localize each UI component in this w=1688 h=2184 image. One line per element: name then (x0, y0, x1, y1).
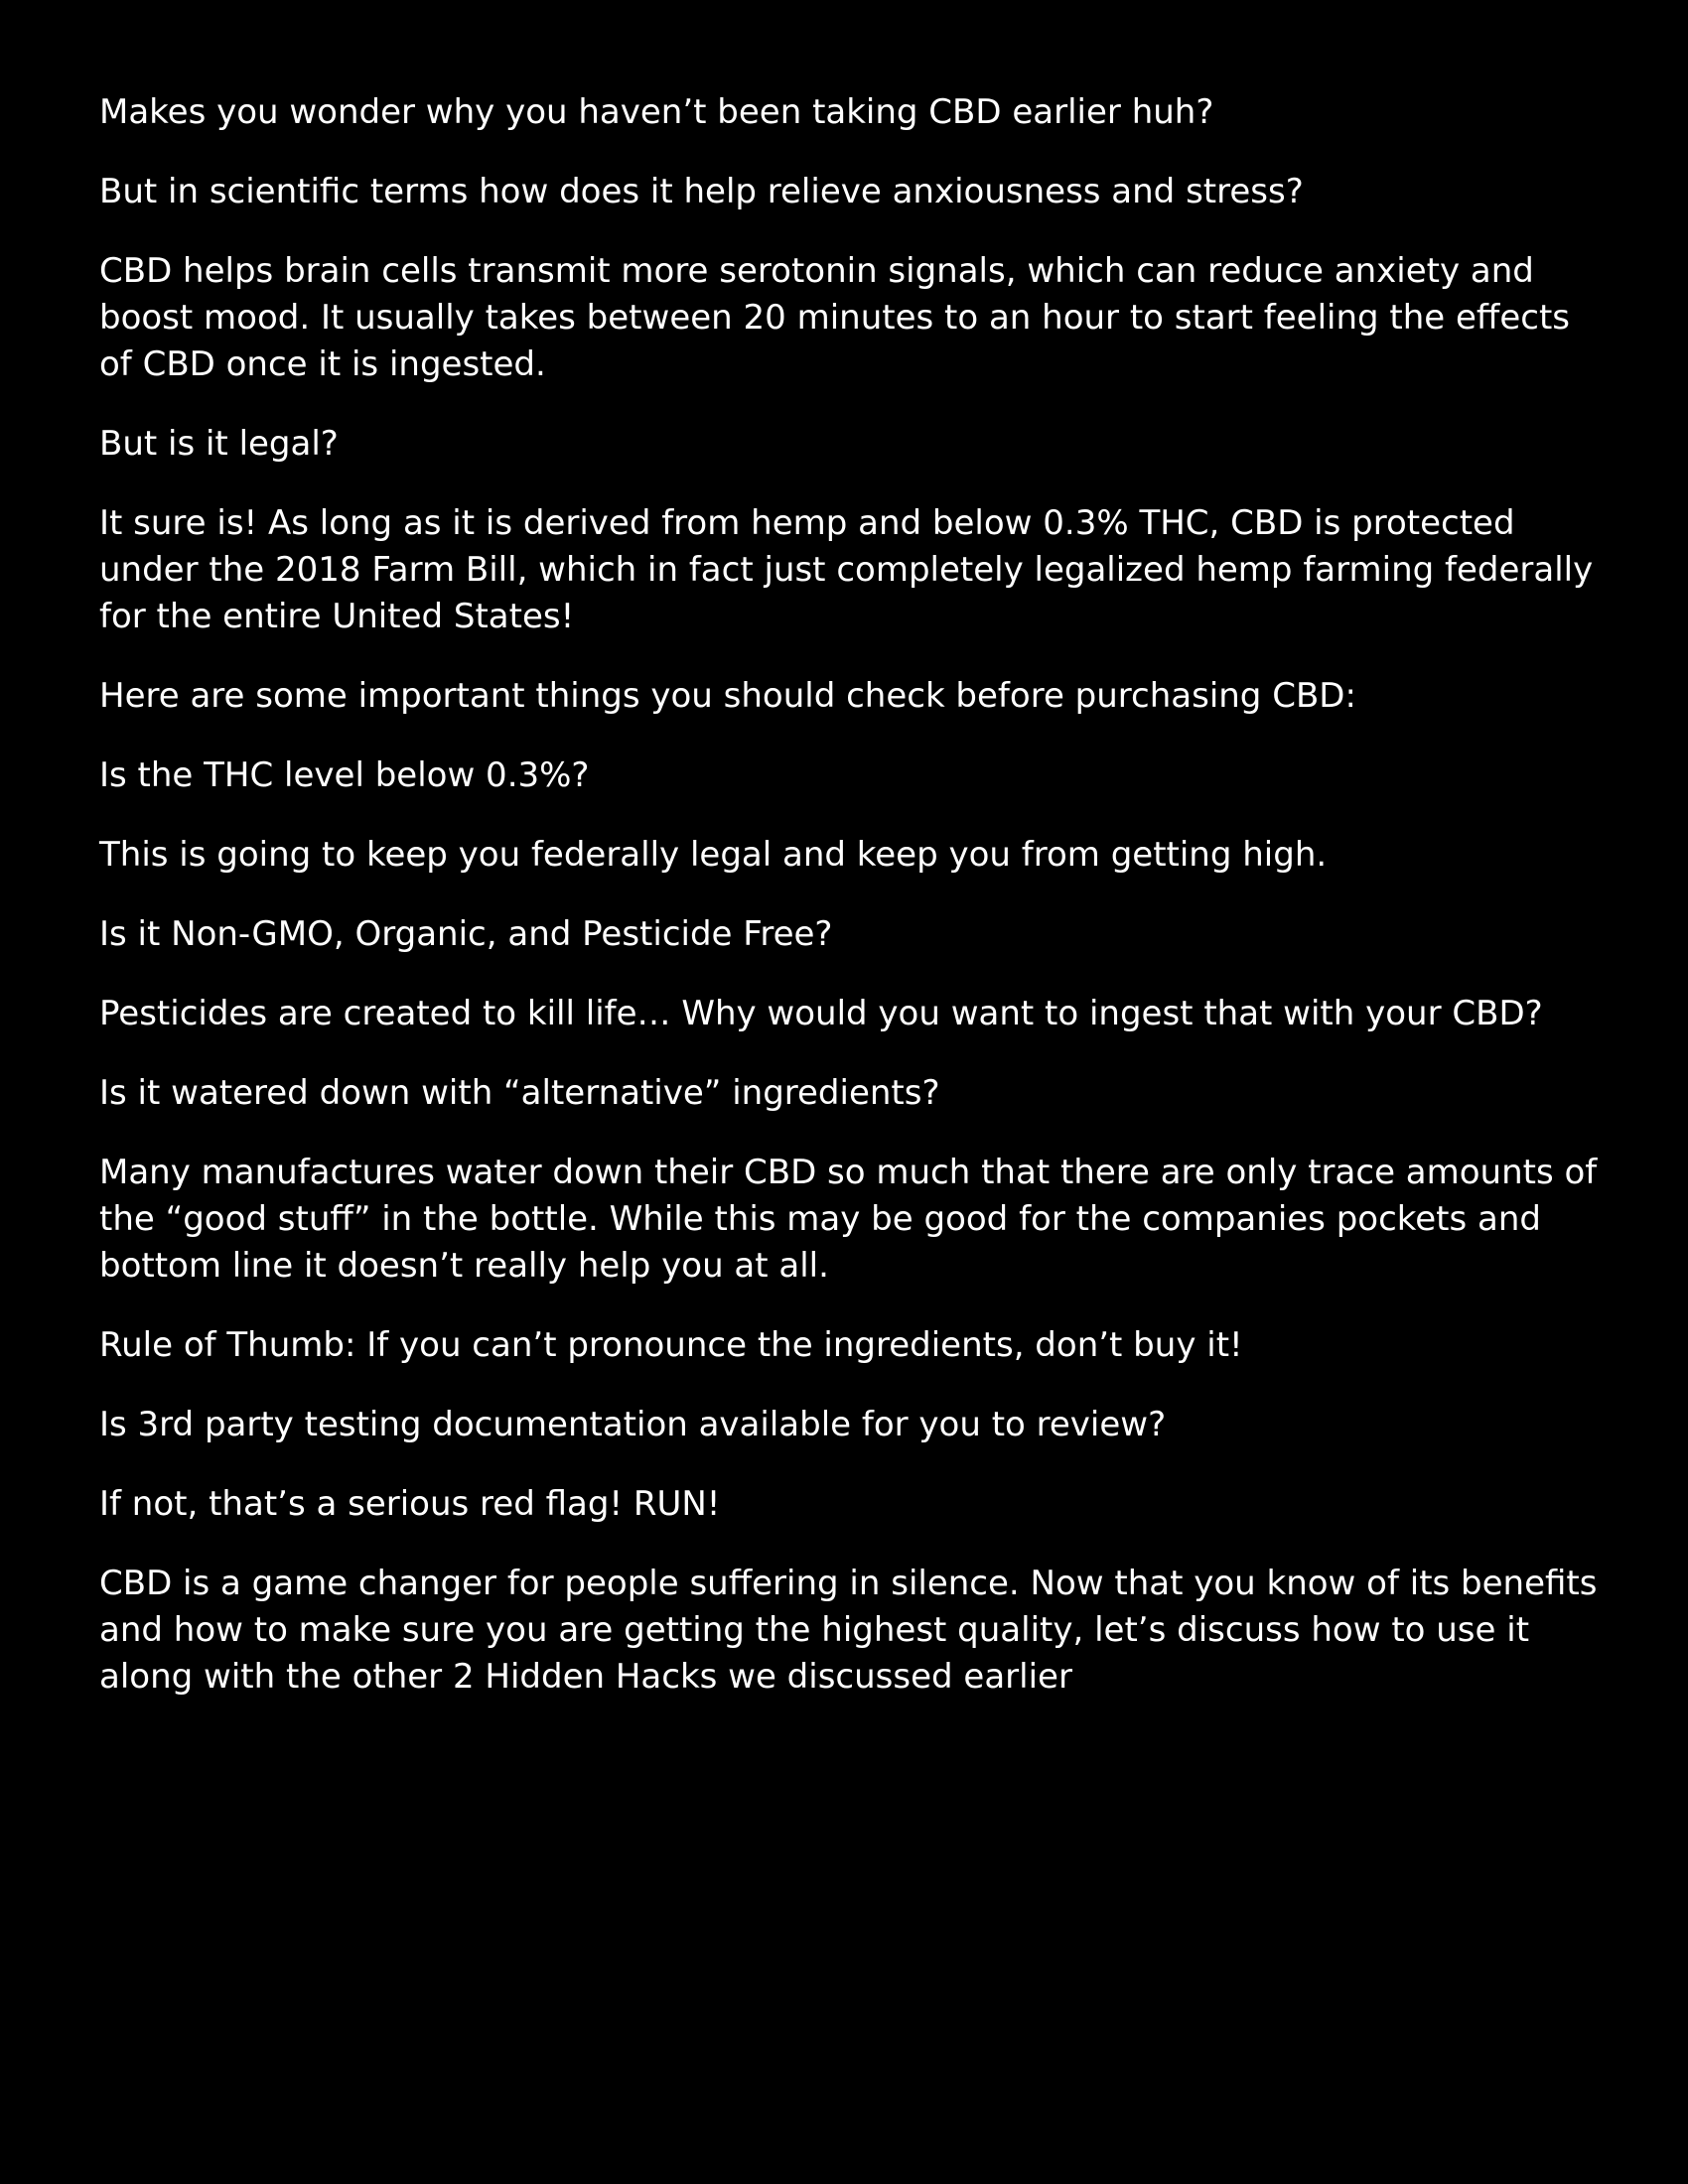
paragraph-checklist-intro: Here are some important things you should check before purchasing CBD: (99, 676, 1356, 716)
paragraph-scientific-question: But in scientific terms how does it help relieve anxiousness and stress? (99, 172, 1304, 211)
paragraph-manufactures: Many manufactures water down their CBD so much that there are only trace amounts of the “good stuff” in the bottle. While this may be good for the companies pockets and bottom line it doesn’t really help you at all. (99, 1153, 1598, 1286)
document-body (99, 89, 1599, 1733)
paragraph-testing-question: Is 3rd party testing documentation available for you to review? (99, 1405, 1167, 1444)
paragraph-watered-question: Is it watered down with “alternative” ingredients? (99, 1073, 940, 1113)
paragraph-wonder: Makes you wonder why you haven’t been taking CBD earlier huh? (99, 92, 1214, 132)
paragraph-farm-bill: It sure is! As long as it is derived from hemp and below 0.3% THC, CBD is protected under the 2018 Farm Bill, which in fact just completely legalized hemp farming federally for the entire United States! (99, 503, 1594, 636)
paragraph-organic-question: Is it Non-GMO, Organic, and Pesticide Free? (99, 914, 833, 954)
paragraph-thc-answer: This is going to keep you federally legal and keep you from getting high. (99, 835, 1328, 875)
paragraph-legal-question: But is it legal? (99, 424, 339, 464)
paragraph-thc-question: Is the THC level below 0.3%? (99, 755, 590, 795)
paragraph-conclusion: CBD is a game changer for people suffering in silence. Now that you know of its benefits and how to make sure you are getting the highest quality, let’s discuss how to use it along with the other 2 Hidden Hacks we discussed earlier (99, 1564, 1598, 1697)
paragraph-pesticides: Pesticides are created to kill life… Why would you want to ingest that with your CBD? (99, 994, 1543, 1033)
paragraph-red-flag: If not, that’s a serious red flag! RUN! (99, 1484, 721, 1524)
paragraph-serotonin: CBD helps brain cells transmit more serotonin signals, which can reduce anxiety and boost mood. It usually takes between 20 minutes to an hour to start feeling the effects of CBD once it is ingested. (99, 251, 1571, 384)
paragraph-rule-of-thumb: Rule of Thumb: If you can’t pronounce the ingredients, don’t buy it! (99, 1325, 1243, 1365)
